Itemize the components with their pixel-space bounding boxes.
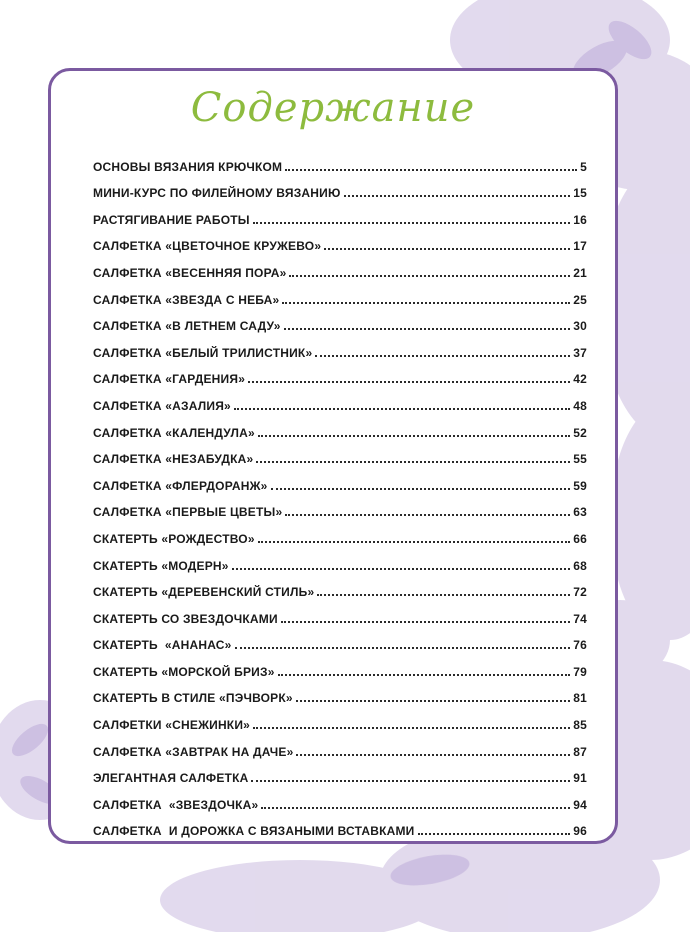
toc-entry-title: СКАТЕРТЬ СО ЗВЕЗДОЧКАМИ [93,611,278,626]
toc-leader-dots [235,647,571,649]
toc-entry-title: САЛФЕТКА «АЗАЛИЯ» [93,398,231,413]
toc-entry-title: ОСНОВЫ ВЯЗАНИЯ КРЮЧКОМ [93,159,283,174]
toc-entry-title: САЛФЕТКА «ВЕСЕННЯЯ ПОРА» [93,265,287,280]
toc-entry-page: 21 [573,265,587,280]
toc-entry-title: САЛФЕТКА «ЗАВТРАК НА ДАЧЕ» [93,744,294,759]
toc-entry-page: 94 [573,797,587,812]
toc-entry[interactable] [93,499,587,526]
toc-entry[interactable] [93,791,587,818]
toc-entry-page: 81 [573,691,587,706]
toc-entry-page: 96 [573,824,587,839]
toc-entry-title: САЛФЕТКА «ПЕРВЫЕ ЦВЕТЫ» [93,505,283,520]
toc-entry[interactable] [93,233,587,260]
toc-leader-dots [282,302,570,304]
toc-leader-dots [258,541,571,543]
toc-entry[interactable] [93,339,587,366]
toc-entry-title: САЛФЕТКА «НЕЗАБУДКА» [93,452,254,467]
toc-entry-title: САЛФЕТКА «ФЛЕРДОРАНЖ» [93,478,268,493]
toc-entry[interactable] [93,605,587,632]
toc-entry[interactable] [93,259,587,286]
toc-entry-page: 16 [573,212,587,227]
toc-entry-page: 66 [573,531,587,546]
toc-entry[interactable] [93,206,587,233]
toc-entry[interactable] [93,818,587,845]
toc-leader-dots [285,514,570,516]
toc-entry[interactable] [93,685,587,712]
toc-entry-title: РАСТЯГИВАНИЕ РАБОТЫ [93,212,250,227]
toc-entry-title: САЛФЕТКА «ГАРДЕНИЯ» [93,372,246,387]
toc-leader-dots [234,408,570,410]
toc-entry[interactable] [93,765,587,792]
contents-panel [48,68,618,844]
toc-leader-dots [285,169,577,171]
toc-entry-page: 72 [573,585,587,600]
toc-leader-dots [315,355,570,357]
toc-leader-dots [281,621,570,623]
toc-leader-dots [253,727,570,729]
toc-entry-title: САЛФЕТКА «ЗВЕЗДА С НЕБА» [93,292,280,307]
toc-entry-title: САЛФЕТКИ «СНЕЖИНКИ» [93,718,251,733]
toc-leader-dots [271,488,571,490]
toc-entry[interactable] [93,153,587,180]
toc-entry-title: САЛФЕТКА «ЦВЕТОЧНОЕ КРУЖЕВО» [93,239,322,254]
toc-entry[interactable] [93,180,587,207]
toc-entry[interactable] [93,313,587,340]
toc-entry-title: ЭЛЕГАНТНАЯ САЛФЕТКА [93,771,249,786]
toc-entry-page: 85 [573,718,587,733]
toc-leader-dots [253,222,571,224]
toc-entry-page: 68 [573,558,587,573]
contents-heading: Содержание [190,85,476,131]
toc-entry-page: 91 [573,771,587,786]
toc-entry-page: 55 [573,452,587,467]
toc-leader-dots [251,780,570,782]
toc-entry[interactable] [93,738,587,765]
toc-entry-title: СКАТЕРТЬ В СТИЛЕ «ПЭЧВОРК» [93,691,293,706]
toc-leader-dots [324,248,570,250]
toc-entry-page: 59 [573,478,587,493]
toc-leader-dots [278,674,571,676]
toc-entry[interactable] [93,472,587,499]
toc-entry-title: САЛФЕТКА И ДОРОЖКА С ВЯЗАНЫМИ ВСТАВКАМИ [93,824,415,839]
toc-entry-page: 87 [573,744,587,759]
toc-leader-dots [296,754,570,756]
toc-entry[interactable] [93,579,587,606]
toc-leader-dots [418,833,571,835]
toc-entry-title: САЛФЕТКА «В ЛЕТНЕМ САДУ» [93,319,281,334]
toc-entry-page: 37 [573,345,587,360]
toc-entry-page: 5 [580,159,587,174]
toc-entry[interactable] [93,711,587,738]
toc-leader-dots [258,435,570,437]
toc-entry[interactable] [93,525,587,552]
toc-entry-title: САЛФЕТКА «БЕЛЫЙ ТРИЛИСТНИК» [93,345,313,360]
toc-entry-page: 17 [573,239,587,254]
toc-entry[interactable] [93,286,587,313]
toc-entry[interactable] [93,552,587,579]
toc-entry-title: СКАТЕРТЬ «ДЕРЕВЕНСКИЙ СТИЛЬ» [93,585,315,600]
toc-leader-dots [317,594,570,596]
toc-entry[interactable] [93,366,587,393]
toc-entry-page: 52 [573,425,587,440]
toc-leader-dots [256,461,570,463]
toc-entry-page: 79 [573,664,587,679]
toc-entry-title: СКАТЕРТЬ «РОЖДЕСТВО» [93,531,255,546]
toc-entry-title: САЛФЕТКА «ЗВЕЗДОЧКА» [93,797,259,812]
toc-entry-title: СКАТЕРТЬ «АНАНАС» [93,638,232,653]
toc-entry-title: СКАТЕРТЬ «МОРСКОЙ БРИЗ» [93,664,275,679]
toc-entry-page: 42 [573,372,587,387]
toc-entry-page: 74 [573,611,587,626]
toc-entry[interactable] [93,632,587,659]
toc-entry-page: 30 [573,319,587,334]
toc-entry-title: СКАТЕРТЬ «МОДЕРН» [93,558,229,573]
toc-entry[interactable] [93,392,587,419]
toc-leader-dots [261,807,570,809]
toc-entry[interactable] [93,419,587,446]
toc-entry-title: МИНИ-КУРС ПО ФИЛЕЙНОМУ ВЯЗАНИЮ [93,186,341,201]
toc-leader-dots [344,195,571,197]
toc-entry-page: 63 [573,505,587,520]
toc-entry[interactable] [93,658,587,685]
toc-entry-page: 15 [573,186,587,201]
toc-entry-page: 25 [573,292,587,307]
toc-leader-dots [296,700,570,702]
toc-leader-dots [284,328,571,330]
toc-entry-page: 76 [573,638,587,653]
toc-leader-dots [232,568,571,570]
toc-leader-dots [248,381,570,383]
toc-leader-dots [289,275,570,277]
toc-entry[interactable] [93,446,587,473]
toc-entry-page: 48 [573,398,587,413]
toc-entry-title: САЛФЕТКА «КАЛЕНДУЛА» [93,425,255,440]
table-of-contents [93,153,587,844]
